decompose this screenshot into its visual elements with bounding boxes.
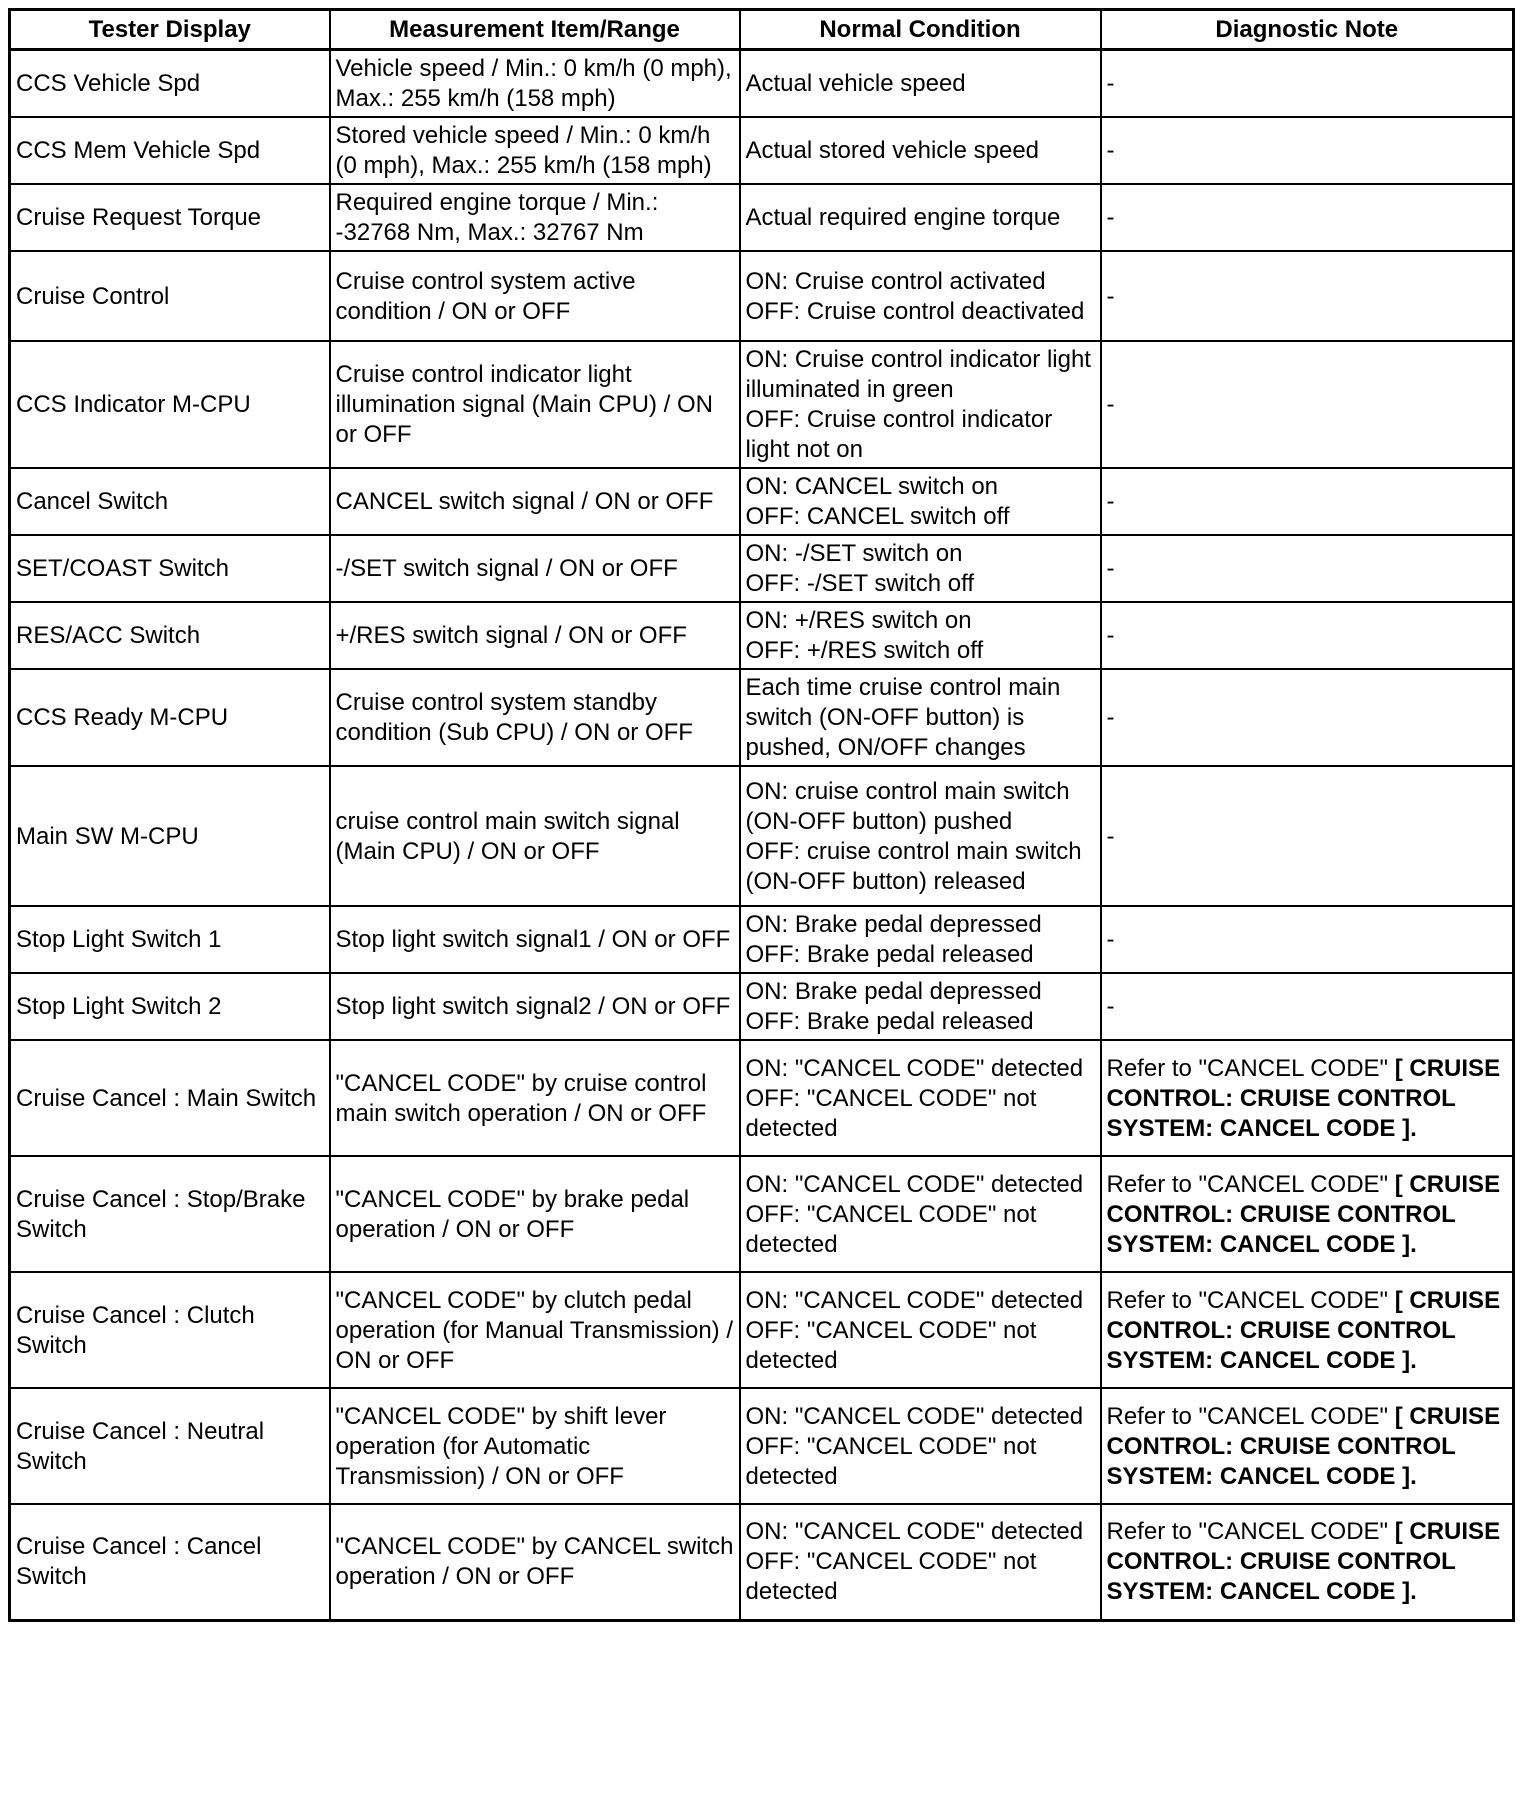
header-measurement-item: Measurement Item/Range bbox=[330, 10, 740, 50]
cell-measurement-item: "CANCEL CODE" by cruise control main switch operation / ON or OFF bbox=[330, 1040, 740, 1156]
normal-condition-line: ON: +/RES switch on bbox=[745, 607, 972, 634]
cell-diagnostic-note bbox=[1101, 341, 1514, 468]
table-row bbox=[10, 1272, 1514, 1388]
note-text: - bbox=[1106, 391, 1115, 418]
cell-diagnostic-note bbox=[1101, 1272, 1514, 1388]
note-text: - bbox=[1106, 993, 1115, 1020]
cell-tester-display: Cancel Switch bbox=[10, 468, 330, 535]
table-row bbox=[10, 1156, 1514, 1272]
note-text: Refer to "CANCEL CODE" bbox=[1106, 1054, 1395, 1082]
normal-condition-line: ON: "CANCEL CODE" detected bbox=[745, 1170, 1084, 1198]
normal-condition-line: OFF: Cruise control deactivated bbox=[745, 297, 1085, 325]
note-reference-link[interactable]: [ CRUISE CONTROL: CRUISE CONTROL SYSTEM: CANCEL CODE ]. bbox=[1106, 1402, 1501, 1490]
cell-tester-display: Cruise Control bbox=[10, 251, 330, 341]
cell-normal-condition bbox=[740, 468, 1101, 535]
normal-condition-line: ON: Cruise control activated bbox=[745, 267, 1046, 295]
cell-measurement-item: +/RES switch signal / ON or OFF bbox=[330, 602, 740, 669]
cell-tester-display: CCS Indicator M-CPU bbox=[10, 341, 330, 468]
cell-tester-display: Stop Light Switch 2 bbox=[10, 973, 330, 1040]
cell-measurement-item: -/SET switch signal / ON or OFF bbox=[330, 535, 740, 602]
normal-condition-line: OFF: Cruise control indicator light not on bbox=[745, 406, 1053, 463]
cell-measurement-item: Cruise control indicator light illumination signal (Main CPU) / ON or OFF bbox=[330, 341, 740, 468]
table-row bbox=[10, 251, 1514, 341]
cell-normal-condition bbox=[740, 1272, 1101, 1388]
cell-diagnostic-note bbox=[1101, 1040, 1514, 1156]
header-row bbox=[10, 10, 1514, 50]
normal-condition-line: OFF: +/RES switch off bbox=[745, 637, 984, 664]
table-row bbox=[10, 766, 1514, 906]
normal-condition-line: OFF: "CANCEL CODE" not detected bbox=[745, 1316, 1037, 1374]
cell-diagnostic-note bbox=[1101, 251, 1514, 341]
cell-tester-display: Cruise Cancel : Neutral Switch bbox=[10, 1388, 330, 1504]
normal-condition-line: ON: cruise control main switch (ON-OFF button) pushed bbox=[745, 777, 1070, 835]
note-reference-link[interactable]: [ CRUISE CONTROL: CRUISE CONTROL SYSTEM: CANCEL CODE ]. bbox=[1106, 1054, 1501, 1142]
cell-tester-display: Cruise Cancel : Stop/Brake Switch bbox=[10, 1156, 330, 1272]
note-text: - bbox=[1106, 488, 1115, 515]
header-diagnostic-note: Diagnostic Note bbox=[1101, 10, 1514, 50]
cell-tester-display: Cruise Cancel : Cancel Switch bbox=[10, 1504, 330, 1620]
cell-measurement-item: Vehicle speed / Min.: 0 km/h (0 mph), Max.: 255 km/h (158 mph) bbox=[330, 50, 740, 118]
normal-condition-line: OFF: "CANCEL CODE" not detected bbox=[745, 1200, 1037, 1258]
normal-condition-line: ON: Cruise control indicator light illuminated in green bbox=[745, 346, 1091, 403]
cell-tester-display: SET/COAST Switch bbox=[10, 535, 330, 602]
cell-normal-condition bbox=[740, 251, 1101, 341]
cell-normal-condition bbox=[740, 341, 1101, 468]
note-text: - bbox=[1106, 704, 1115, 731]
table-row bbox=[10, 1504, 1514, 1620]
normal-condition-line: OFF: "CANCEL CODE" not detected bbox=[745, 1084, 1037, 1142]
normal-condition-line: ON: Brake pedal depressed bbox=[745, 978, 1042, 1005]
note-text: Refer to "CANCEL CODE" bbox=[1106, 1286, 1395, 1314]
cell-diagnostic-note bbox=[1101, 602, 1514, 669]
cell-normal-condition bbox=[740, 1388, 1101, 1504]
normal-condition-line: OFF: -/SET switch off bbox=[745, 570, 974, 597]
normal-condition-line: OFF: Brake pedal released bbox=[745, 941, 1034, 968]
cell-normal-condition bbox=[740, 1040, 1101, 1156]
cell-diagnostic-note bbox=[1101, 1156, 1514, 1272]
cell-diagnostic-note bbox=[1101, 117, 1514, 184]
normal-condition-line: Actual required engine torque bbox=[745, 204, 1061, 231]
cell-normal-condition bbox=[740, 1504, 1101, 1620]
cell-measurement-item: Stop light switch signal1 / ON or OFF bbox=[330, 906, 740, 973]
normal-condition-line: OFF: "CANCEL CODE" not detected bbox=[745, 1548, 1037, 1606]
cell-diagnostic-note bbox=[1101, 669, 1514, 766]
cell-normal-condition bbox=[740, 973, 1101, 1040]
table-row bbox=[10, 50, 1514, 118]
normal-condition-line: ON: -/SET switch on bbox=[745, 540, 963, 567]
cell-tester-display: CCS Vehicle Spd bbox=[10, 50, 330, 118]
cell-tester-display: Cruise Request Torque bbox=[10, 184, 330, 251]
cell-tester-display: Cruise Cancel : Main Switch bbox=[10, 1040, 330, 1156]
normal-condition-line: ON: "CANCEL CODE" detected bbox=[745, 1402, 1084, 1430]
table-row bbox=[10, 1040, 1514, 1156]
cell-tester-display: Main SW M-CPU bbox=[10, 766, 330, 906]
cell-measurement-item: CANCEL switch signal / ON or OFF bbox=[330, 468, 740, 535]
normal-condition-line: OFF: CANCEL switch off bbox=[745, 503, 1010, 530]
note-reference-link[interactable]: [ CRUISE CONTROL: CRUISE CONTROL SYSTEM: CANCEL CODE ]. bbox=[1106, 1518, 1501, 1606]
table-row bbox=[10, 973, 1514, 1040]
cell-tester-display: Cruise Cancel : Clutch Switch bbox=[10, 1272, 330, 1388]
cell-tester-display: CCS Mem Vehicle Spd bbox=[10, 117, 330, 184]
data-list-sheet bbox=[8, 8, 1512, 1622]
table-row bbox=[10, 341, 1514, 468]
cell-measurement-item: cruise control main switch signal (Main CPU) / ON or OFF bbox=[330, 766, 740, 906]
normal-condition-line: ON: Brake pedal depressed bbox=[745, 911, 1042, 938]
note-reference-link[interactable]: [ CRUISE CONTROL: CRUISE CONTROL SYSTEM: CANCEL CODE ]. bbox=[1106, 1286, 1501, 1374]
cell-diagnostic-note bbox=[1101, 1504, 1514, 1620]
cell-diagnostic-note bbox=[1101, 766, 1514, 906]
note-text: - bbox=[1106, 204, 1115, 231]
cell-diagnostic-note bbox=[1101, 468, 1514, 535]
cell-measurement-item: Cruise control system standby condition (Sub CPU) / ON or OFF bbox=[330, 669, 740, 766]
normal-condition-line: Actual stored vehicle speed bbox=[745, 137, 1040, 164]
cell-normal-condition bbox=[740, 184, 1101, 251]
note-text: - bbox=[1106, 926, 1115, 953]
cell-measurement-item: Required engine torque / Min.: -32768 Nm, Max.: 32767 Nm bbox=[330, 184, 740, 251]
cell-diagnostic-note bbox=[1101, 1388, 1514, 1504]
header-tester-display: Tester Display bbox=[10, 10, 330, 50]
normal-condition-line: ON: "CANCEL CODE" detected bbox=[745, 1518, 1084, 1546]
table-row bbox=[10, 602, 1514, 669]
cell-tester-display: RES/ACC Switch bbox=[10, 602, 330, 669]
cell-normal-condition bbox=[740, 602, 1101, 669]
note-text: - bbox=[1106, 555, 1115, 582]
cell-normal-condition bbox=[740, 906, 1101, 973]
normal-condition-line: ON: "CANCEL CODE" detected bbox=[745, 1054, 1084, 1082]
cell-diagnostic-note bbox=[1101, 50, 1514, 118]
cell-normal-condition bbox=[740, 117, 1101, 184]
normal-condition-line: OFF: "CANCEL CODE" not detected bbox=[745, 1432, 1037, 1490]
note-text: - bbox=[1106, 70, 1115, 97]
cell-diagnostic-note bbox=[1101, 535, 1514, 602]
cell-normal-condition bbox=[740, 50, 1101, 118]
normal-condition-line: OFF: cruise control main switch (ON-OFF button) released bbox=[745, 837, 1082, 895]
cell-diagnostic-note bbox=[1101, 906, 1514, 973]
table-row bbox=[10, 1388, 1514, 1504]
table-row bbox=[10, 906, 1514, 973]
note-text: Refer to "CANCEL CODE" bbox=[1106, 1518, 1395, 1546]
cell-measurement-item: Stop light switch signal2 / ON or OFF bbox=[330, 973, 740, 1040]
cell-measurement-item: Cruise control system active condition / ON or OFF bbox=[330, 251, 740, 341]
cell-measurement-item: Stored vehicle speed / Min.: 0 km/h (0 mph), Max.: 255 km/h (158 mph) bbox=[330, 117, 740, 184]
cell-tester-display: CCS Ready M-CPU bbox=[10, 669, 330, 766]
cell-tester-display: Stop Light Switch 1 bbox=[10, 906, 330, 973]
cell-normal-condition bbox=[740, 1156, 1101, 1272]
cell-measurement-item: "CANCEL CODE" by shift lever operation (for Automatic Transmission) / ON or OFF bbox=[330, 1388, 740, 1504]
note-text: - bbox=[1106, 282, 1115, 310]
cell-diagnostic-note bbox=[1101, 184, 1514, 251]
table-row bbox=[10, 184, 1514, 251]
cell-measurement-item: "CANCEL CODE" by CANCEL switch operation / ON or OFF bbox=[330, 1504, 740, 1620]
normal-condition-line: Actual vehicle speed bbox=[745, 70, 966, 97]
note-text: Refer to "CANCEL CODE" bbox=[1106, 1402, 1395, 1430]
cell-diagnostic-note bbox=[1101, 973, 1514, 1040]
table-row bbox=[10, 535, 1514, 602]
note-reference-link[interactable]: [ CRUISE CONTROL: CRUISE CONTROL SYSTEM: CANCEL CODE ]. bbox=[1106, 1170, 1501, 1258]
note-text: - bbox=[1106, 622, 1115, 649]
header-normal-condition: Normal Condition bbox=[740, 10, 1101, 50]
normal-condition-line: Each time cruise control main switch (ON-OFF button) is pushed, ON/OFF changes bbox=[745, 674, 1061, 761]
table-row bbox=[10, 669, 1514, 766]
cell-measurement-item: "CANCEL CODE" by brake pedal operation / ON or OFF bbox=[330, 1156, 740, 1272]
note-text: - bbox=[1106, 137, 1115, 164]
cell-normal-condition bbox=[740, 766, 1101, 906]
note-text: - bbox=[1106, 822, 1115, 850]
cell-normal-condition bbox=[740, 669, 1101, 766]
normal-condition-line: ON: "CANCEL CODE" detected bbox=[745, 1286, 1084, 1314]
note-text: Refer to "CANCEL CODE" bbox=[1106, 1170, 1395, 1198]
table-row bbox=[10, 468, 1514, 535]
table-row bbox=[10, 117, 1514, 184]
cell-measurement-item: "CANCEL CODE" by clutch pedal operation (for Manual Transmission) / ON or OFF bbox=[330, 1272, 740, 1388]
normal-condition-line: OFF: Brake pedal released bbox=[745, 1008, 1034, 1035]
cell-normal-condition bbox=[740, 535, 1101, 602]
tester-display-table bbox=[8, 8, 1515, 1622]
normal-condition-line: ON: CANCEL switch on bbox=[745, 473, 999, 500]
